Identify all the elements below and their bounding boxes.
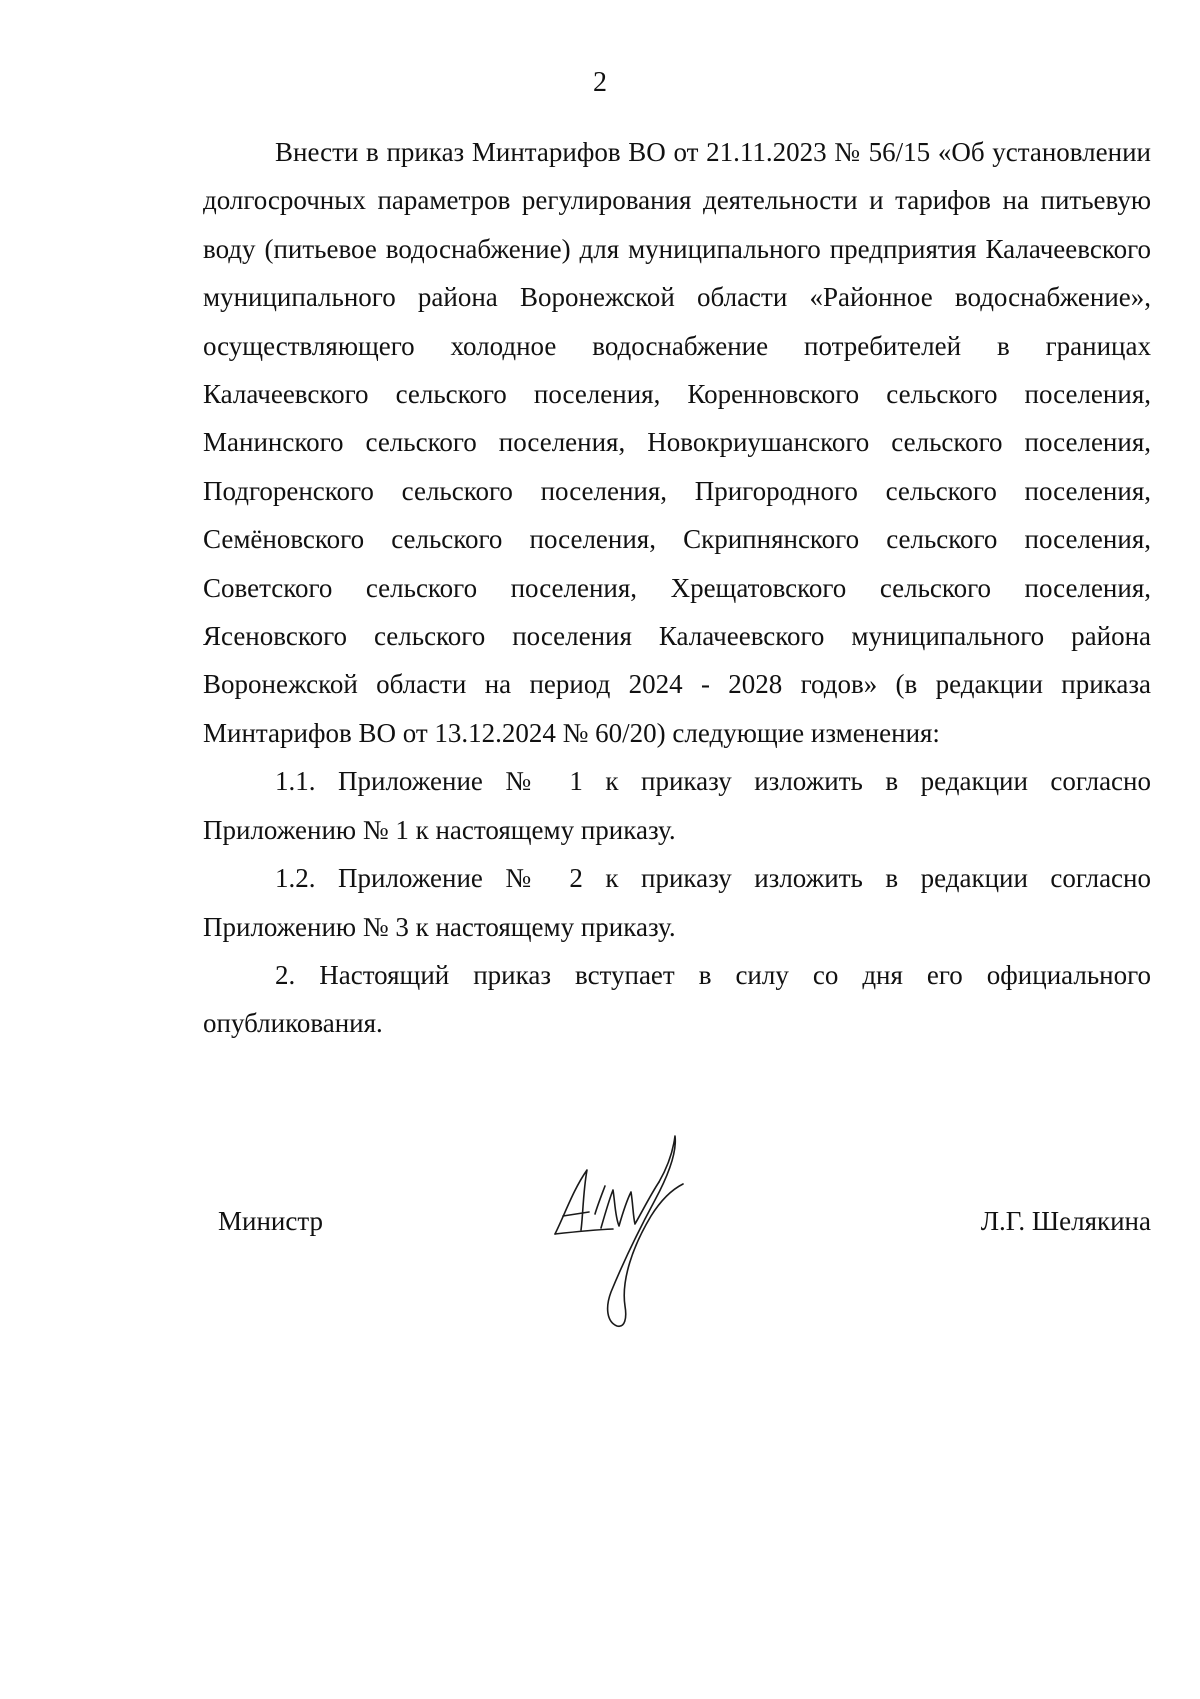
paragraph-item-2: 2. Настоящий приказ вступает в силу со дня его официального опубликования. — [203, 959, 1151, 1039]
paragraph-item-1-1: 1.1. Приложение № 1 к приказу изложить в редакции согласно Приложению № 1 к настоящему приказу. — [203, 766, 1151, 845]
document-body — [203, 128, 1151, 1048]
signatory-name: Л.Г. Шелякина — [980, 1206, 1151, 1236]
signatory-title: Министр — [218, 1206, 323, 1236]
signature-block — [203, 1120, 1151, 1350]
page-number: 2 — [593, 67, 607, 98]
paragraph-amendment-intro: Внести в приказ Минтарифов ВО от 21.11.2023 № 56/15 «Об установлении долгосрочных параметров регулирования деятельности и тарифов на питьевую воду (питьевое водоснабжение) для муниципального предприятия Калачеевского муниципального района Воронежской области «Районное водоснабжение», осуществляющего холодное водоснабжение потребителей в границах Калачеевского сельского поселения, Коренновского сельского поселения, Манинского сельского поселения, Новокриушанского сельского поселения, Подгоренского сельского поселения, Пригородного сельского поселения, Семёновского сельского поселения, Скрипнянского сельского поселения, Советского сельского поселения, Хрещатовского сельского поселения, Ясеновского сельского поселения Калачеевского муниципального района Воронежской области на период 2024 - 2028 годов» (в редакции приказа Минтарифов ВО от 13.12.2024 № 60/20) следующие изменения: — [203, 137, 1151, 748]
handwritten-signature — [543, 1130, 703, 1330]
paragraph-item-1-2: 1.2. Приложение № 2 к приказу изложить в редакции согласно Приложению № 3 к настоящему приказу. — [203, 863, 1151, 942]
